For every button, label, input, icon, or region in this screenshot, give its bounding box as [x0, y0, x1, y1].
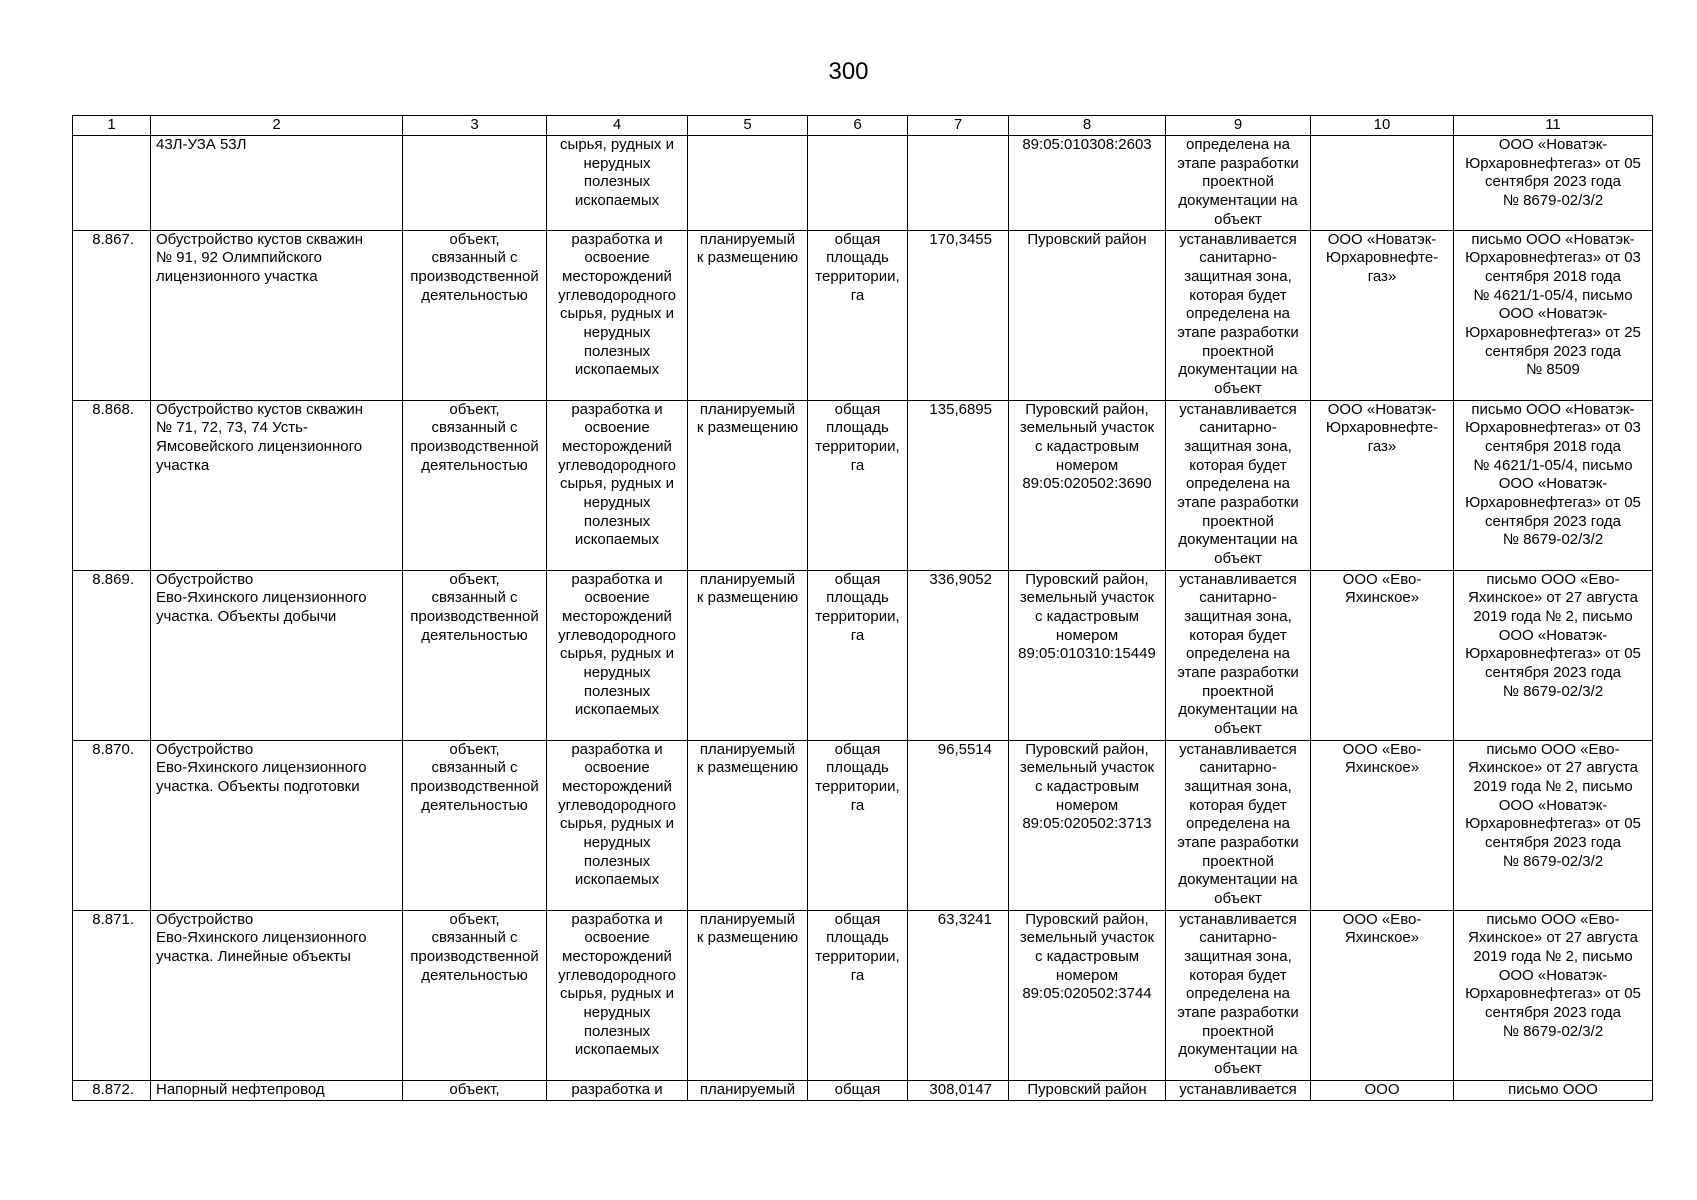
cell-object-name: Обустройство Ево-Яхинского лицензионного участка. Объекты добычи	[151, 570, 403, 740]
cell-status: планируемый к размещению	[688, 400, 808, 570]
cell-status: планируемый к размещению	[688, 740, 808, 910]
cell-purpose: разработка и освоение месторождений углеводородного сырья, рудных и нерудных полезных ископаемых	[547, 740, 688, 910]
cell-object-type: объект, связанный с производственной деятельностью	[403, 230, 547, 400]
cell-object-type: объект, связанный с производственной деятельностью	[403, 570, 547, 740]
cell-characteristic: общая площадь территории, га	[808, 400, 908, 570]
cell-object-type: объект, связанный с производственной деятельностью	[403, 910, 547, 1080]
cell-value: 308,0147	[908, 1080, 1009, 1100]
cell-object-name: Обустройство Ево-Яхинского лицензионного участка. Объекты подготовки	[151, 740, 403, 910]
cell-number: 8.871.	[73, 910, 151, 1080]
cell-status: планируемый к размещению	[688, 910, 808, 1080]
cell-location: Пуровский район, земельный участок с кадастровым номером 89:05:020502:3690	[1009, 400, 1166, 570]
cell-status: планируемый к размещению	[688, 230, 808, 400]
header-cell-3: 3	[403, 116, 547, 136]
cell-basis: письмо ООО	[1454, 1080, 1653, 1100]
cell-characteristic	[808, 136, 908, 231]
cell-basis: письмо ООО «Новатэк- Юрхаровнефтегаз» от 03 сентября 2018 года № 4621/1-05/4, письмо ООО «Новатэк- Юрхаровнефтегаз» от 05 сентября 2023 года № 8679-02/3/2	[1454, 400, 1653, 570]
cell-basis: ООО «Новатэк- Юрхаровнефтегаз» от 05 сентября 2023 года № 8679-02/3/2	[1454, 136, 1653, 231]
cell-basis: письмо ООО «Ево- Яхинское» от 27 августа 2019 года № 2, письмо ООО «Новатэк- Юрхаровнефтегаз» от 05 сентября 2023 года № 8679-02/3/2	[1454, 740, 1653, 910]
cell-location: 89:05:010308:2603	[1009, 136, 1166, 231]
cell-owner: ООО «Ево- Яхинское»	[1311, 910, 1454, 1080]
header-cell-5: 5	[688, 116, 808, 136]
cell-purpose: разработка и освоение месторождений углеводородного сырья, рудных и нерудных полезных ископаемых	[547, 230, 688, 400]
cell-characteristic: общая площадь территории, га	[808, 740, 908, 910]
cell-characteristic: общая площадь территории, га	[808, 230, 908, 400]
cell-owner: ООО «Новатэк- Юрхаровнефте- газ»	[1311, 230, 1454, 400]
header-cell-6: 6	[808, 116, 908, 136]
cell-number	[73, 136, 151, 231]
cell-number: 8.868.	[73, 400, 151, 570]
cell-location: Пуровский район, земельный участок с кадастровым номером 89:05:020502:3744	[1009, 910, 1166, 1080]
table-header-row	[73, 116, 1653, 136]
cell-value: 135,6895	[908, 400, 1009, 570]
cell-number: 8.869.	[73, 570, 151, 740]
cell-owner: ООО	[1311, 1080, 1454, 1100]
cell-zone: определена на этапе разработки проектной документации на объект	[1166, 136, 1311, 231]
cell-number: 8.870.	[73, 740, 151, 910]
cell-owner: ООО «Ево- Яхинское»	[1311, 570, 1454, 740]
cell-object-type	[403, 136, 547, 231]
cell-owner: ООО «Ево- Яхинское»	[1311, 740, 1454, 910]
cell-object-type: объект,	[403, 1080, 547, 1100]
cell-location: Пуровский район, земельный участок с кадастровым номером 89:05:010310:15449	[1009, 570, 1166, 740]
cell-basis: письмо ООО «Новатэк- Юрхаровнефтегаз» от 03 сентября 2018 года № 4621/1-05/4, письмо ООО «Новатэк- Юрхаровнефтегаз» от 25 сентября 2023 года № 8509	[1454, 230, 1653, 400]
cell-value	[908, 136, 1009, 231]
cell-characteristic: общая площадь территории, га	[808, 570, 908, 740]
table-row	[73, 230, 1653, 400]
cell-zone: устанавливается	[1166, 1080, 1311, 1100]
cell-purpose: сырья, рудных и нерудных полезных ископаемых	[547, 136, 688, 231]
table-row	[73, 570, 1653, 740]
cell-object-name: Обустройство Ево-Яхинского лицензионного участка. Линейные объекты	[151, 910, 403, 1080]
cell-object-name: Обустройство кустов скважин № 71, 72, 73, 74 Усть- Ямсовейского лицензионного участка	[151, 400, 403, 570]
cell-characteristic: общая площадь территории, га	[808, 910, 908, 1080]
header-cell-4: 4	[547, 116, 688, 136]
cell-object-name: Обустройство кустов скважин № 91, 92 Олимпийского лицензионного участка	[151, 230, 403, 400]
cell-zone: устанавливается санитарно- защитная зона, которая будет определена на этапе разработки проектной документации на объект	[1166, 910, 1311, 1080]
cell-location: Пуровский район	[1009, 230, 1166, 400]
table-row	[73, 740, 1653, 910]
cell-owner: ООО «Новатэк- Юрхаровнефте- газ»	[1311, 400, 1454, 570]
header-cell-10: 10	[1311, 116, 1454, 136]
table-row	[73, 910, 1653, 1080]
cell-object-name: 43Л-УЗА 53Л	[151, 136, 403, 231]
cell-zone: устанавливается санитарно- защитная зона, которая будет определена на этапе разработки проектной документации на объект	[1166, 400, 1311, 570]
cell-zone: устанавливается санитарно- защитная зона, которая будет определена на этапе разработки проектной документации на объект	[1166, 230, 1311, 400]
cell-purpose: разработка и	[547, 1080, 688, 1100]
cell-number: 8.867.	[73, 230, 151, 400]
cell-object-name: Напорный нефтепровод	[151, 1080, 403, 1100]
header-cell-9: 9	[1166, 116, 1311, 136]
header-cell-1: 1	[73, 116, 151, 136]
cell-object-type: объект, связанный с производственной деятельностью	[403, 400, 547, 570]
cell-basis: письмо ООО «Ево- Яхинское» от 27 августа 2019 года № 2, письмо ООО «Новатэк- Юрхаровнефтегаз» от 05 сентября 2023 года № 8679-02/3/2	[1454, 910, 1653, 1080]
cell-purpose: разработка и освоение месторождений углеводородного сырья, рудных и нерудных полезных ископаемых	[547, 400, 688, 570]
page-number: 300	[828, 58, 869, 85]
header-cell-2: 2	[151, 116, 403, 136]
cell-value: 63,3241	[908, 910, 1009, 1080]
cell-value: 336,9052	[908, 570, 1009, 740]
cell-owner	[1311, 136, 1454, 231]
header-cell-8: 8	[1009, 116, 1166, 136]
cell-zone: устанавливается санитарно- защитная зона, которая будет определена на этапе разработки проектной документации на объект	[1166, 740, 1311, 910]
table-row	[73, 1080, 1653, 1100]
table-body	[73, 136, 1653, 1101]
cell-value: 170,3455	[908, 230, 1009, 400]
cell-status	[688, 136, 808, 231]
cell-purpose: разработка и освоение месторождений углеводородного сырья, рудных и нерудных полезных ископаемых	[547, 910, 688, 1080]
register-table	[72, 115, 1653, 1101]
header-cell-11: 11	[1454, 116, 1653, 136]
table-row	[73, 400, 1653, 570]
header-cell-7: 7	[908, 116, 1009, 136]
cell-purpose: разработка и освоение месторождений углеводородного сырья, рудных и нерудных полезных ископаемых	[547, 570, 688, 740]
cell-value: 96,5514	[908, 740, 1009, 910]
cell-object-type: объект, связанный с производственной деятельностью	[403, 740, 547, 910]
cell-location: Пуровский район, земельный участок с кадастровым номером 89:05:020502:3713	[1009, 740, 1166, 910]
cell-basis: письмо ООО «Ево- Яхинское» от 27 августа 2019 года № 2, письмо ООО «Новатэк- Юрхаровнефтегаз» от 05 сентября 2023 года № 8679-02/3/2	[1454, 570, 1653, 740]
cell-status: планируемый	[688, 1080, 808, 1100]
cell-number: 8.872.	[73, 1080, 151, 1100]
cell-status: планируемый к размещению	[688, 570, 808, 740]
cell-characteristic: общая	[808, 1080, 908, 1100]
table-row	[73, 136, 1653, 231]
cell-zone: устанавливается санитарно- защитная зона, которая будет определена на этапе разработки проектной документации на объект	[1166, 570, 1311, 740]
cell-location: Пуровский район	[1009, 1080, 1166, 1100]
